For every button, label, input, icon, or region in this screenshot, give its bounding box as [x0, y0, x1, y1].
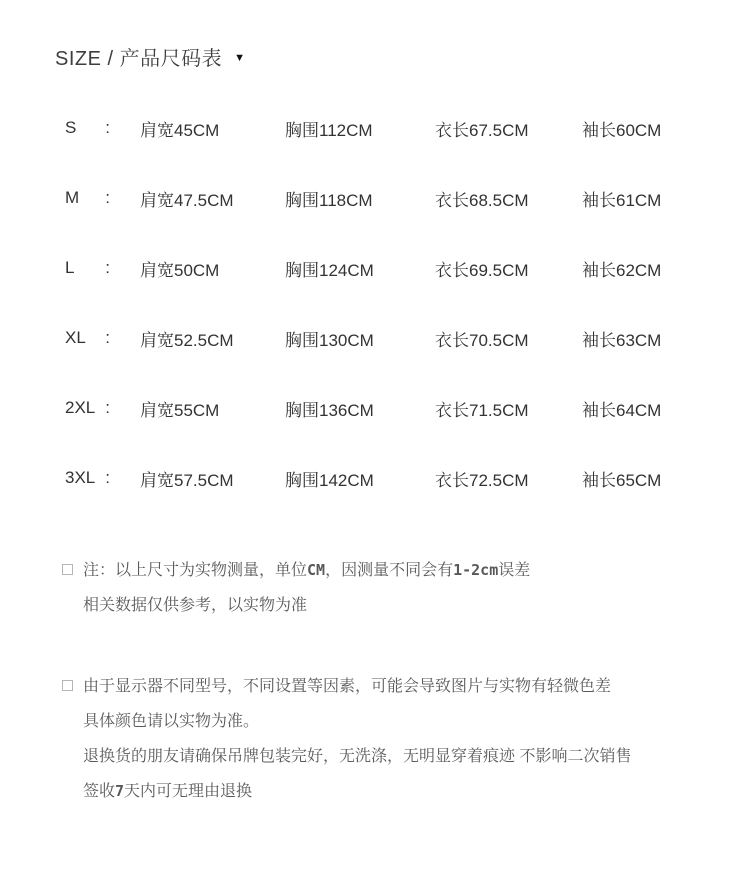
size-table	[65, 93, 661, 513]
shoulder-width-value: 肩宽55CM	[140, 400, 220, 420]
garment-length-value: 衣长70.5CM	[435, 330, 529, 350]
note-line: 注：以上尺寸为实物测量，单位CM，因测量不同会有1-2cm误差	[83, 561, 531, 579]
note-line: 签收7天内可无理由退换	[83, 782, 253, 800]
size-label: S	[65, 118, 77, 137]
bust-value: 胸围142CM	[285, 470, 374, 490]
bust-value: 胸围118CM	[285, 190, 373, 210]
table-row-l	[65, 233, 661, 303]
size-label: 2XL	[65, 398, 96, 417]
bust-value: 胸围130CM	[285, 330, 374, 350]
size-colon: :	[105, 328, 110, 347]
note-line: 由于显示器不同型号，不同设置等因素，可能会导致图片与实物有轻微色差	[83, 678, 612, 695]
size-colon: :	[105, 258, 110, 277]
table-row-xl	[65, 303, 661, 373]
size-chart-header	[55, 42, 245, 71]
shoulder-width-value: 肩宽45CM	[140, 120, 220, 140]
note-line: 退换货的朋友请确保吊牌包装完好，无洗涤，无明显穿着痕迹 不影响二次销售	[83, 748, 632, 765]
square-bullet-icon	[62, 564, 73, 575]
size-label: L	[65, 258, 75, 277]
bust-value: 胸围112CM	[285, 120, 373, 140]
size-label: 3XL	[65, 468, 96, 487]
chevron-down-icon[interactable]: ▼	[234, 51, 246, 64]
garment-length-value: 衣长71.5CM	[435, 400, 529, 420]
garment-length-value: 衣长72.5CM	[435, 470, 529, 490]
table-row-s	[65, 93, 661, 163]
size-colon: :	[105, 188, 110, 207]
sleeve-length-value: 袖长64CM	[582, 400, 662, 420]
size-label: M	[65, 188, 80, 207]
table-row-2xl	[65, 373, 661, 443]
page-title: SIZE / 产品尺码表	[55, 48, 223, 70]
table-row-3xl	[65, 443, 661, 513]
shoulder-width-value: 肩宽57.5CM	[140, 470, 234, 490]
note-line: 相关数据仅供参考，以实物为准	[83, 597, 308, 614]
garment-length-value: 衣长67.5CM	[435, 120, 529, 140]
garment-length-value: 衣长68.5CM	[435, 190, 529, 210]
size-label-cell	[65, 468, 110, 488]
table-row-m	[65, 163, 661, 233]
sleeve-length-value: 袖长61CM	[582, 190, 662, 210]
sleeve-length-value: 袖长63CM	[582, 330, 662, 350]
bust-value: 胸围124CM	[285, 260, 374, 280]
garment-length-value: 衣长69.5CM	[435, 260, 529, 280]
sleeve-length-value: 袖长65CM	[582, 470, 662, 490]
sleeve-length-value: 袖长62CM	[582, 260, 662, 280]
color-return-note	[62, 669, 631, 809]
shoulder-width-value: 肩宽52.5CM	[140, 330, 234, 350]
sleeve-length-value: 袖长60CM	[582, 120, 662, 140]
size-label-cell	[65, 258, 110, 278]
shoulder-width-value: 肩宽50CM	[140, 260, 220, 280]
size-colon: :	[105, 398, 110, 417]
size-label-cell	[65, 118, 110, 138]
measurement-note	[62, 552, 530, 624]
note-lines	[83, 669, 631, 809]
size-label-cell	[65, 328, 110, 348]
note-lines	[83, 552, 530, 624]
size-colon: :	[105, 118, 110, 137]
note-line: 具体颜色请以实物为准。	[83, 713, 260, 730]
shoulder-width-value: 肩宽47.5CM	[140, 190, 234, 210]
square-bullet-icon	[62, 680, 73, 691]
size-colon: :	[105, 468, 110, 487]
size-label: XL	[65, 328, 86, 347]
size-label-cell	[65, 398, 110, 418]
size-label-cell	[65, 188, 110, 208]
bust-value: 胸围136CM	[285, 400, 374, 420]
